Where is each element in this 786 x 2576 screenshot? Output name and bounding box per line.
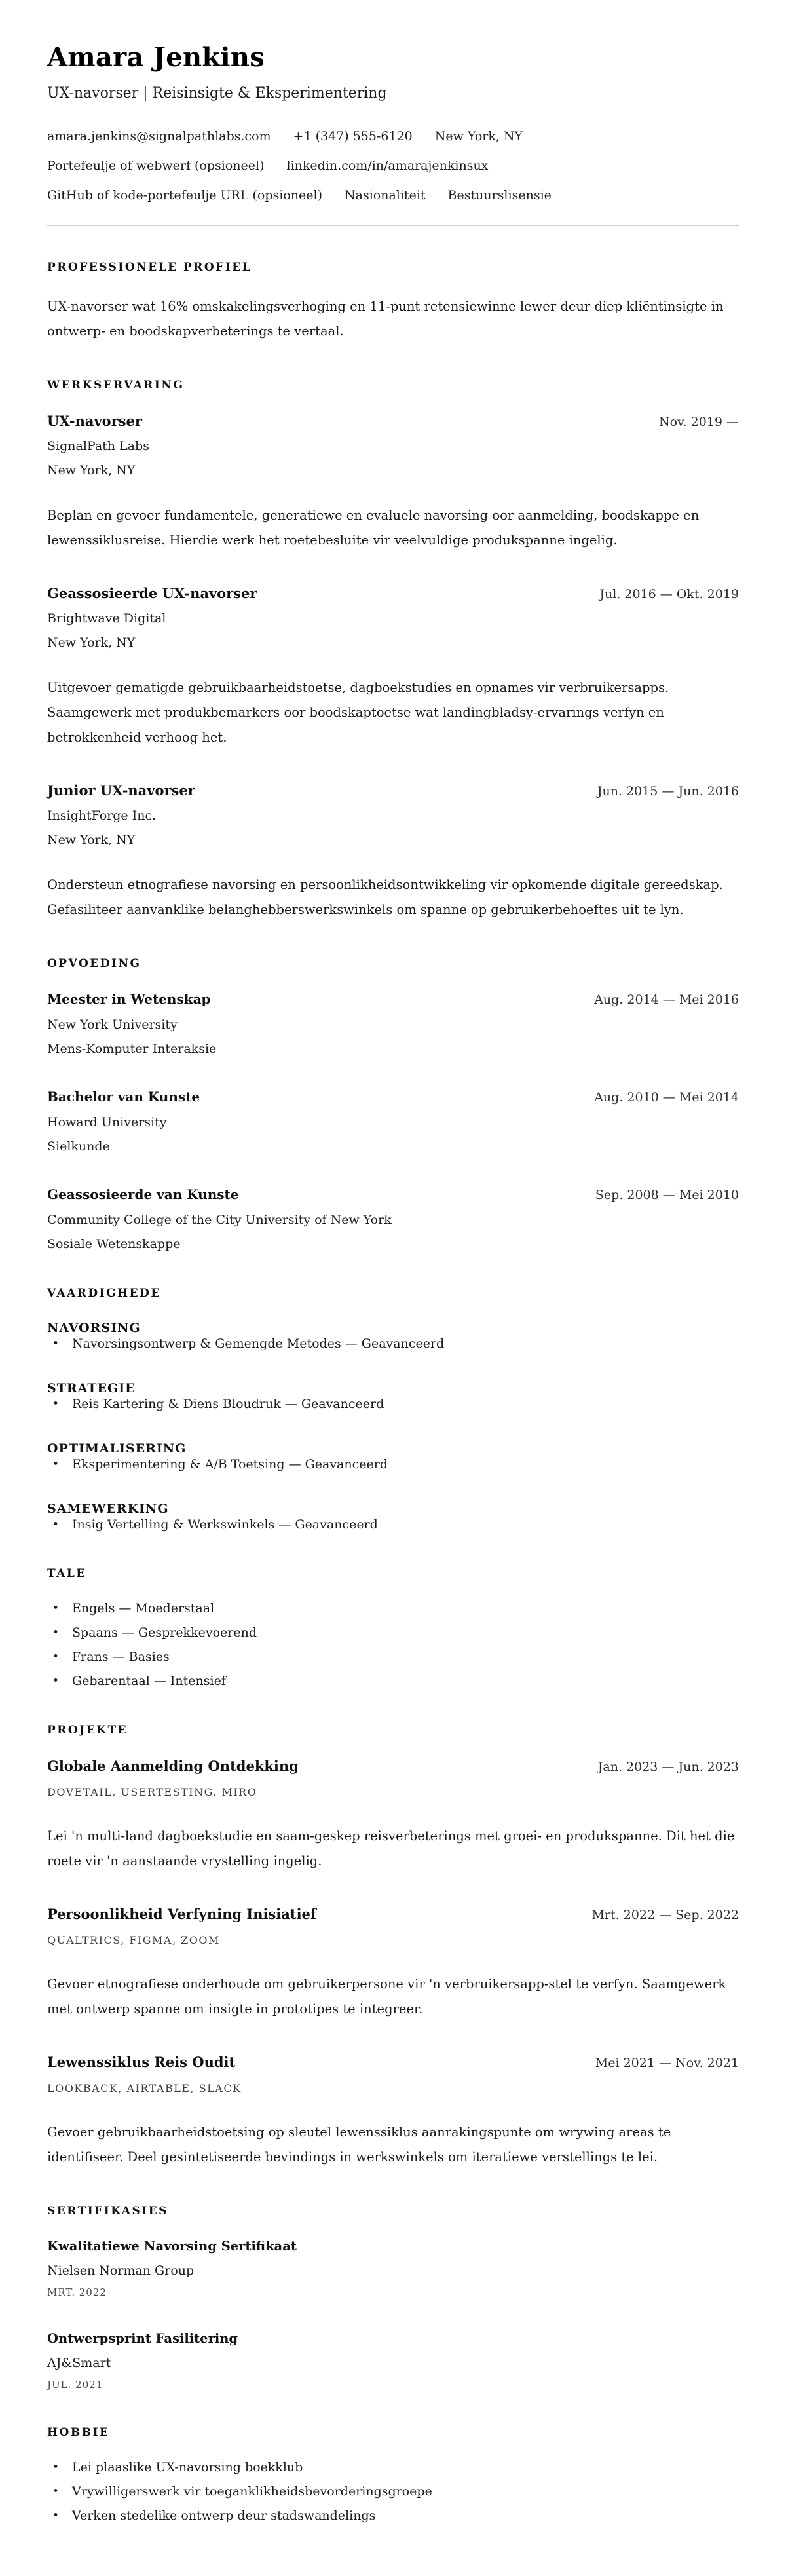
languages-heading: TALE [47,1567,86,1580]
certifications-heading: SERTIFIKASIES [47,2205,168,2218]
degree-title: Geassosieerde van Kunste [47,1186,239,1202]
contact-portfolio: Portefeulje of webwerf (opsioneel) [47,159,265,173]
education-entry [47,991,739,1057]
certification-title: Kwalitatiewe Navorsing Sertifikaat [47,2239,297,2254]
degree-title: Meester in Wetenskap [47,991,211,1007]
job-location: New York, NY [47,833,136,847]
certification-entry [47,2238,739,2299]
project-entry [47,2053,739,2170]
school-name: Howard University [47,1115,167,1129]
section-education [47,957,739,1252]
language-item: • Gebarentaal — Intensief [47,1673,739,1689]
profile-heading: PROFESSIONELE PROFIEL [47,261,252,274]
project-entry-head [47,1905,739,1923]
education-entry [47,1186,739,1252]
skill-category: NAVORSING [47,1321,141,1335]
language-item: • Frans — Basies [47,1649,739,1665]
project-entry [47,1757,739,1874]
job-company: InsightForge Inc. [47,808,157,823]
job-entry [47,412,739,553]
hobbies-heading: HOBBIE [47,2426,110,2439]
job-dates: Jun. 2015 — Jun. 2016 [597,784,739,799]
certification-date: JUL. 2021 [47,2379,103,2391]
project-description: Lei 'n multi-land dagboekstudie en saam-geskep reisverbeterings met groei- en produkspanne. Dit het die roete vir 'n aanstaande vrystelling ingelig. [47,1828,735,1868]
school-name: Community College of the City University of New York [47,1213,392,1227]
job-entry-head [47,584,739,602]
project-entry-head [47,2053,739,2071]
contact-row-3 [47,187,739,203]
contact-github: GitHub of kode-portefeulje URL (opsioneel) [47,188,322,202]
certification-date: MRT. 2022 [47,2286,107,2298]
skill-item: • Insig Vertelling & Werkswinkels — Geavanceerd [47,1517,739,1532]
section-profile [47,260,739,344]
contact-drivers-license: Bestuurslisensie [447,188,552,202]
job-dates: Nov. 2019 — [658,415,739,429]
skill-group [47,1441,739,1472]
section-languages [47,1566,739,1689]
job-dates: Jul. 2016 — Okt. 2019 [599,587,739,601]
section-experience [47,378,739,922]
contact-row-1 [47,128,739,144]
section-hobbies [47,2425,739,2524]
job-entry [47,782,739,922]
certification-title: Ontwerpsprint Fasilitering [47,2331,238,2346]
skills-heading: VAARDIGHEDE [47,1287,161,1300]
project-entry-head [47,1757,739,1775]
language-item: • Spaans — Gesprekkevoerend [47,1625,739,1640]
section-certifications [47,2204,739,2391]
hobby-item: • Lei plaaslike UX-navorsing boekklub [47,2459,739,2475]
project-entry [47,1905,739,2022]
skill-list [47,1517,739,1532]
project-title: Lewenssiklus Reis Oudit [47,2054,236,2070]
skill-category: OPTIMALISERING [47,1441,187,1456]
job-location: New York, NY [47,635,136,650]
project-dates: Mei 2021 — Nov. 2021 [595,2056,739,2070]
school-name: New York University [47,1017,178,1032]
job-description: Beplan en gevoer fundamentele, generatiewe en evaluele navorsing oor aanmelding, boodskappe en lewenssiklusreise. Hierdie werk het roetebesluite vir veelvuldige produkspanne ingelig. [47,508,700,548]
job-entry-head [47,412,739,430]
education-entry-head [47,1088,739,1106]
field-of-study: Mens-Komputer Interaksie [47,1042,217,1056]
profile-text: UX-navorser wat 16% omskakelingsverhoging en 11-punt retensiewinne lewer deur diep kliëntinsigte in ontwerp- en boodskapverbeterings te vertaal. [47,299,724,339]
project-dates: Mrt. 2022 — Sep. 2022 [591,1908,739,1922]
contact-email: amara.jenkins@signalpathlabs.com [47,129,271,143]
section-skills [47,1286,739,1532]
project-title: Globale Aanmelding Ontdekking [47,1758,299,1774]
skill-list [47,1336,739,1352]
contact-phone: +1 (347) 555-6120 [293,129,413,143]
contact-row-2 [47,158,739,174]
skill-category: STRATEGIE [47,1381,136,1395]
header-divider [47,225,739,226]
skill-group [47,1501,739,1532]
project-tools: QUALTRICS, FIGMA, ZOOM [47,1934,220,1946]
candidate-name: Amara Jenkins [47,42,265,73]
project-tools: LOOKBACK, AIRTABLE, SLACK [47,2082,242,2094]
project-tools: DOVETAIL, USERTESTING, MIRO [47,1786,257,1798]
certification-entry [47,2330,739,2391]
skill-item: • Reis Kartering & Diens Bloudruk — Geavanceerd [47,1396,739,1412]
language-list [47,1601,739,1689]
contact-nationality: Nasionaliteit [345,188,426,202]
language-item: • Engels — Moederstaal [47,1601,739,1616]
contact-info [47,128,739,203]
field-of-study: Sielkunde [47,1139,110,1154]
certification-org: Nielsen Norman Group [47,2263,195,2278]
job-title: Junior UX-navorser [47,782,195,799]
field-of-study: Sosiale Wetenskappe [47,1237,181,1251]
skill-list [47,1456,739,1472]
contact-location: New York, NY [434,129,523,143]
resume-header [47,42,739,203]
job-location: New York, NY [47,463,136,478]
degree-title: Bachelor van Kunste [47,1089,200,1105]
job-title: Geassosieerde UX-navorser [47,585,257,601]
skill-group [47,1320,739,1352]
project-title: Persoonlikheid Verfyning Inisiatief [47,1906,316,1922]
education-entry [47,1088,739,1154]
skill-item: • Eksperimentering & A/B Toetsing — Geavanceerd [47,1456,739,1472]
skill-group [47,1380,739,1412]
candidate-title: UX-navorser | Reisinsigte & Eksperimentering [47,85,387,102]
skill-list [47,1396,739,1412]
project-description: Gevoer gebruikbaarheidstoetsing op sleutel lewenssiklus aanrakingspunte om wrywing areas te identifiseer. Deel gesintetiseerde bevindings in werkswinkels om iteratiewe verstellings te lei. [47,2125,671,2165]
contact-linkedin: linkedin.com/in/amarajenkinsux [286,159,489,173]
project-description: Gevoer etnografiese onderhoude om gebruikerpersone vir 'n verbruikersapp-stel te verfyn. Saamgewerk met ontwerp spanne om insigte in prototipes te integreer. [47,1977,726,2017]
hobby-item: • Verken stedelike ontwerp deur stadswandelings [47,2508,739,2524]
experience-heading: WERKSERVARING [47,379,185,392]
hobby-item: • Vrywilligerswerk vir toeganklikheidsbevorderingsgroepe [47,2484,739,2499]
education-entry-head [47,1186,739,1203]
projects-heading: PROJEKTE [47,1724,128,1737]
education-dates: Aug. 2010 — Mei 2014 [594,1090,739,1105]
education-dates: Sep. 2008 — Mei 2010 [595,1188,739,1202]
education-heading: OPVOEDING [47,957,141,970]
section-projects [47,1723,739,2170]
skill-item: • Navorsingsontwerp & Gemengde Metodes — Geavanceerd [47,1336,739,1352]
hobby-list [47,2459,739,2524]
job-company: Brightwave Digital [47,611,166,626]
certification-org: AJ&Smart [47,2356,111,2370]
job-title: UX-navorser [47,413,142,429]
skill-category: SAMEWERKING [47,1502,169,1516]
job-company: SignalPath Labs [47,439,149,453]
education-entry-head [47,991,739,1008]
education-dates: Aug. 2014 — Mei 2016 [594,993,739,1007]
project-dates: Jan. 2023 — Jun. 2023 [597,1760,739,1774]
job-entry [47,584,739,750]
job-description: Ondersteun etnografiese navorsing en persoonlikheidsontwikkeling vir opkomende digitale gereedskap. Gefasiliteer aanvanklike belanghebberswerkswinkels om spanne op gebruikerbehoeftes uit te lyn. [47,877,723,917]
job-description: Uitgevoer gematigde gebruikbaarheidstoetse, dagboekstudies en opnames vir verbruikersapps. Saamgewerk met produkbemarkers oor boodskaptoetse wat landingbladsy-ervarings verfyn en betrokkenheid verhoog het. [47,680,669,745]
job-entry-head [47,782,739,799]
